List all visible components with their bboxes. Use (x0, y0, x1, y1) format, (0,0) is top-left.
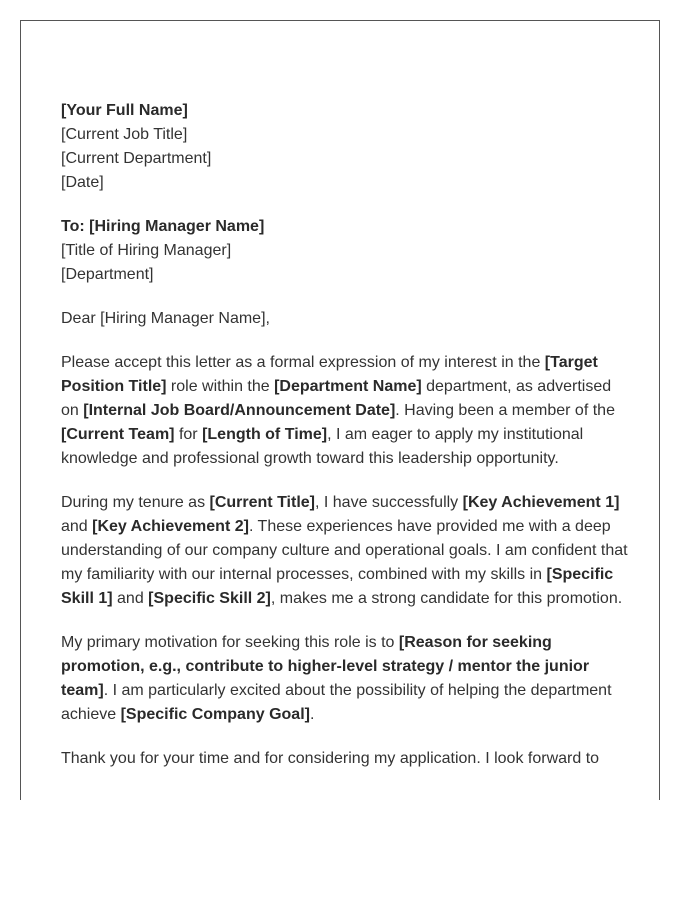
recipient-department: [Department] (61, 266, 154, 283)
paragraph-text: department, as advertised on (61, 378, 612, 419)
placeholder-field: [Internal Job Board/Announcement Date] (83, 402, 396, 419)
letter-body (61, 99, 631, 791)
paragraph-text: , I have successfully (315, 494, 463, 511)
placeholder-field: [Key Achievement 1] (462, 494, 620, 511)
sender-department: [Current Department] (61, 150, 212, 167)
paragraph-text: role within the (166, 378, 275, 395)
paragraph-interest (61, 351, 631, 471)
placeholder-field: [Specific Company Goal] (120, 706, 310, 723)
placeholder-field: [Specific Skill 2] (148, 590, 271, 607)
placeholder-field: [Key Achievement 2] (92, 518, 249, 535)
paragraph-experience (61, 491, 631, 611)
paragraph-text: . (309, 706, 315, 723)
paragraph-closing (61, 747, 631, 771)
paragraph-text: My primary motivation for seeking this role is to (61, 634, 399, 651)
paragraph-text: Thank you for your time and for considering my application. I look forward to (61, 750, 600, 767)
placeholder-field: [Target Position Title] (61, 354, 598, 395)
placeholder-field: [Specific Skill 1] (61, 566, 614, 607)
document-page (20, 20, 660, 800)
recipient-block (61, 215, 631, 287)
placeholder-field: [Length of Time] (202, 426, 328, 443)
sender-block (61, 99, 631, 195)
sender-name: [Your Full Name] (61, 102, 188, 119)
paragraph-motivation (61, 631, 631, 727)
paragraph-text: During my tenure as (61, 494, 210, 511)
paragraph-text: for (174, 426, 203, 443)
paragraph-text: Please accept this letter as a formal expression of my interest in the (61, 354, 545, 371)
placeholder-field: [Reason for seeking promotion, e.g., contribute to higher-level strategy / mentor the junior team] (61, 634, 590, 699)
paragraph-text: , I am eager to apply my institutional knowledge and professional growth toward this leadership opportunity. (61, 426, 584, 467)
paragraph-text: , makes me a strong candidate for this promotion. (270, 590, 623, 607)
recipient-to-line: To: [Hiring Manager Name] (61, 218, 265, 235)
recipient-title: [Title of Hiring Manager] (61, 242, 232, 259)
paragraph-text: . I am particularly excited about the possibility of helping the department achieve (61, 682, 612, 723)
letter-date: [Date] (61, 174, 104, 191)
paragraph-text: . These experiences have provided me with a deep understanding of our company culture and operational goals. I am confident that my familiarity with our internal processes, combined with my skills in (61, 518, 628, 583)
placeholder-field: [Department Name] (274, 378, 422, 395)
placeholder-field: [Current Title] (209, 494, 315, 511)
paragraph-text: and (112, 590, 149, 607)
placeholder-field: [Current Team] (61, 426, 175, 443)
sender-job-title: [Current Job Title] (61, 126, 188, 143)
paragraph-text: . Having been a member of the (395, 402, 615, 419)
paragraph-text: and (61, 518, 93, 535)
salutation: Dear [Hiring Manager Name], (61, 310, 270, 327)
